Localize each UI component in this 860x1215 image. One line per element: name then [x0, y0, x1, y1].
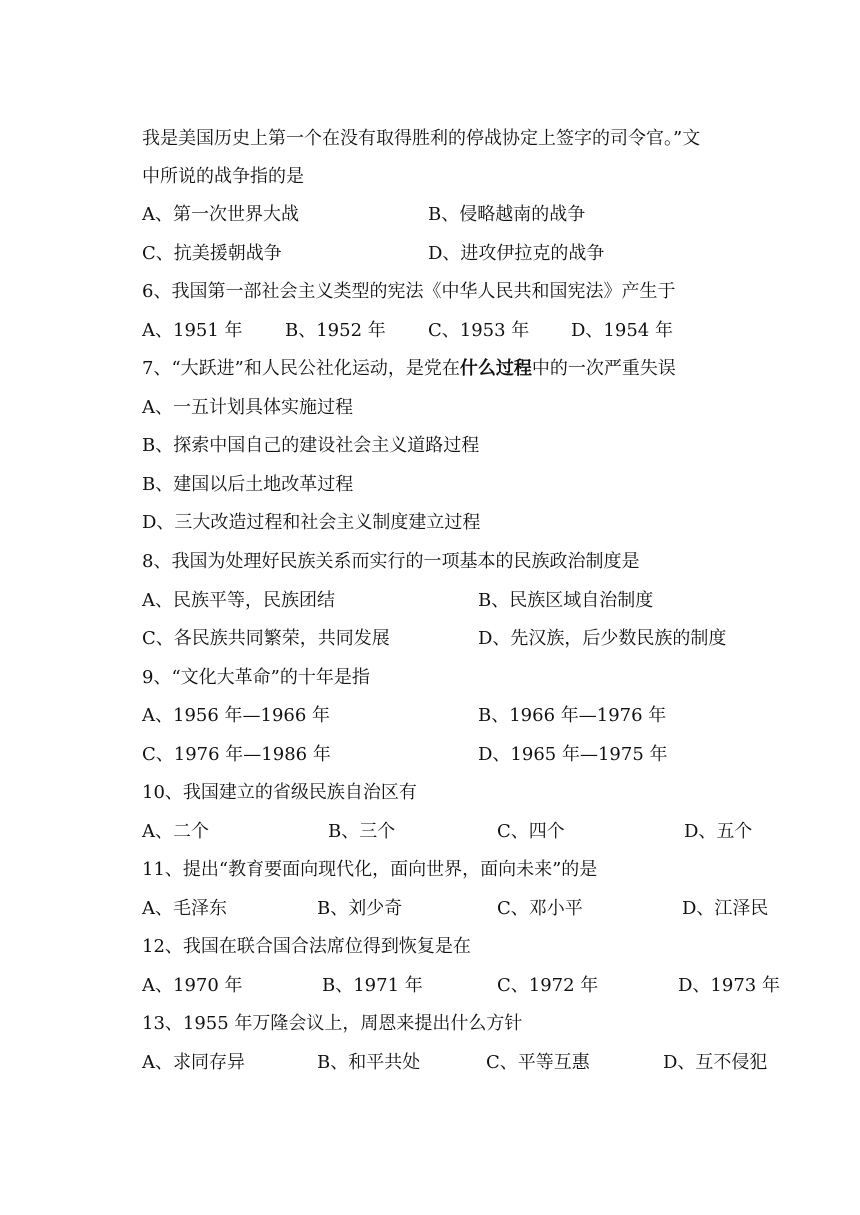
q8-stem: 8、我国为处理好民族关系而实行的一项基本的民族政治制度是	[142, 551, 640, 572]
q10-option-b: B、三个	[328, 821, 396, 842]
q10-option-d: D、五个	[684, 821, 753, 842]
q9-option-c: C、1976 年—1986 年	[142, 744, 331, 765]
q11-option-b: B、刘少奇	[317, 898, 403, 919]
q8-option-d: D、先汉族，后少数民族的制度	[478, 628, 727, 649]
q12-stem: 12、我国在联合国合法席位得到恢复是在	[142, 936, 471, 957]
q12-option-d: D、1973 年	[678, 975, 780, 996]
q12-option-b: B、1971 年	[322, 975, 423, 996]
q6-option-c: C、1953 年	[428, 320, 530, 341]
q9-option-d: D、1965 年—1975 年	[478, 744, 668, 765]
q12-option-c: C、1972 年	[497, 975, 599, 996]
q8-option-a: A、民族平等，民族团结	[142, 590, 335, 611]
q13-stem: 13、1955 年万隆会议上，周恩来提出什么方针	[142, 1013, 523, 1034]
q5-stem-line-2: 中所说的战争指的是	[142, 166, 304, 187]
q7-stem	[142, 358, 676, 380]
q9-option-a: A、1956 年—1966 年	[142, 705, 331, 726]
q5-option-b: B、侵略越南的战争	[428, 204, 586, 225]
q6-stem: 6、我国第一部社会主义类型的宪法《中华人民共和国宪法》产生于	[142, 281, 676, 302]
q5-option-c: C、抗美援朝战争	[142, 243, 282, 264]
q7-option-d: D、三大改造过程和社会主义制度建立过程	[142, 512, 481, 533]
q11-option-d: D、江泽民	[682, 898, 769, 919]
q9-option-b: B、1966 年—1976 年	[478, 705, 667, 726]
q8-option-c: C、各民族共同繁荣，共同发展	[142, 628, 390, 649]
q5-option-d: D、进攻伊拉克的战争	[428, 243, 605, 264]
q13-option-b: B、和平共处	[317, 1052, 421, 1073]
q13-option-a: A、求同存异	[142, 1052, 245, 1073]
q10-option-a: A、二个	[142, 821, 209, 842]
q7-stem-post: 中的一次严重失误	[531, 358, 676, 379]
q8-option-b: B、民族区域自治制度	[478, 590, 654, 611]
q7-option-b: B、探索中国自己的建设社会主义道路过程	[142, 435, 480, 456]
q7-stem-bold: 什么过程	[459, 358, 532, 379]
q6-option-b: B、1952 年	[285, 320, 386, 341]
q11-option-c: C、邓小平	[497, 898, 583, 919]
q12-option-a: A、1970 年	[142, 975, 243, 996]
q11-stem: 11、提出“教育要面向现代化，面向世界，面向未来”的是	[142, 859, 598, 880]
q7-option-c: B、建国以后土地改革过程	[142, 474, 354, 495]
q9-stem: 9、“文化大革命”的十年是指	[142, 667, 370, 688]
q6-option-a: A、1951 年	[142, 320, 243, 341]
q10-stem: 10、我国建立的省级民族自治区有	[142, 782, 417, 803]
q5-option-a: A、第一次世界大战	[142, 204, 299, 225]
q13-option-d: D、互不侵犯	[663, 1052, 768, 1073]
q5-stem-line-1: 我是美国历史上第一个在没有取得胜利的停战协定上签字的司令官。”文	[142, 128, 701, 149]
q10-option-c: C、四个	[497, 821, 565, 842]
q7-stem-pre: 7、“大跃进”和人民公社化运动，是党在	[142, 358, 460, 379]
q7-option-a: A、一五计划具体实施过程	[142, 397, 353, 418]
q13-option-c: C、平等互惠	[486, 1052, 590, 1073]
q6-option-d: D、1954 年	[571, 320, 673, 341]
q11-option-a: A、毛泽东	[142, 898, 227, 919]
